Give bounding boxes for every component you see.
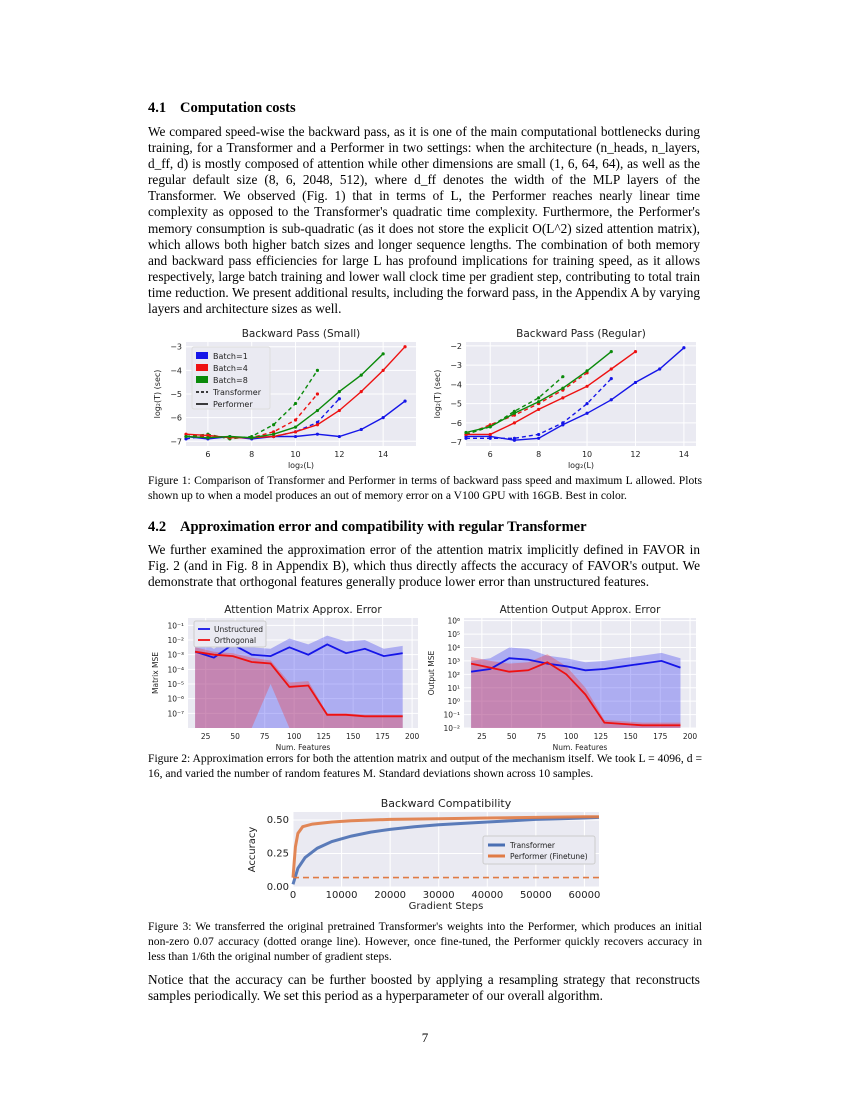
y-tick-label: 10⁴ <box>447 643 460 653</box>
y-tick-label: 10⁻¹ <box>443 710 460 720</box>
x-tick-label: 50 <box>230 732 240 741</box>
data-point <box>382 416 385 419</box>
paragraph-resampling: Notice that the accuracy can be further boosted by applying a resampling strategy that reconstructs samples periodically. We set this period as a hyperparameter of our overall algorithm. <box>148 972 700 1004</box>
data-point <box>610 350 613 353</box>
y-tick-label: 10⁻⁶ <box>167 694 184 704</box>
y-axis-label: log₂(T) (sec) <box>433 369 442 419</box>
data-point <box>316 369 319 372</box>
chart-title: Backward Compatibility <box>380 797 512 810</box>
x-axis-label: log₂(L) <box>567 461 595 470</box>
y-tick-label: −3 <box>170 342 182 352</box>
y-tick-label: 0.50 <box>266 815 289 827</box>
data-point <box>561 375 564 378</box>
y-tick-label: 10⁻² <box>167 636 184 645</box>
plot-background <box>466 342 696 446</box>
chart-backward-pass-small <box>148 318 423 473</box>
section-number: 4.1 <box>148 100 167 116</box>
y-tick-label: 10⁻⁴ <box>167 665 184 675</box>
x-tick-label: 6 <box>205 450 211 459</box>
legend-label: Transformer <box>213 388 262 397</box>
legend-swatch <box>196 352 208 359</box>
chart-title: Attention Output Approx. Error <box>499 604 661 616</box>
y-tick-label: 10³ <box>447 656 460 666</box>
data-point <box>294 418 297 421</box>
x-axis-label: Num. Features <box>275 743 331 752</box>
y-tick-label: 10² <box>447 670 460 680</box>
x-tick-label: 25 <box>477 732 487 741</box>
figure-2 <box>148 600 423 757</box>
x-tick-label: 100 <box>286 732 302 741</box>
data-point <box>464 431 467 434</box>
x-tick-label: 30000 <box>422 890 455 901</box>
data-point <box>272 433 275 436</box>
chart-backward-pass-regular <box>428 318 703 473</box>
data-point <box>360 390 363 393</box>
x-tick-label: 10 <box>581 450 593 459</box>
data-point <box>403 345 406 348</box>
data-point <box>338 390 341 393</box>
data-point <box>403 399 406 402</box>
x-tick-label: 125 <box>316 732 331 741</box>
x-axis-label: Num. Features <box>552 743 608 752</box>
x-tick-label: 10000 <box>325 890 358 901</box>
data-point <box>513 421 516 424</box>
data-point <box>585 402 588 405</box>
figure-3 <box>240 795 610 925</box>
data-point <box>184 435 187 438</box>
y-tick-label: 0.25 <box>266 848 289 860</box>
x-axis-label: log₂(L) <box>287 461 315 470</box>
x-tick-label: 175 <box>375 732 390 741</box>
figure-2-caption: Figure 2: Approximation errors for both the attention matrix and output of the mechanism itself. We took L = 4096, d = 16, and varied the number of random features M. Standard deviations shown across 10 samples. <box>148 752 702 780</box>
data-point <box>206 436 209 439</box>
data-point <box>489 433 492 436</box>
y-tick-label: −7 <box>170 437 182 447</box>
legend-label: Batch=8 <box>213 376 248 385</box>
y-axis-label: Output MSE <box>427 650 436 696</box>
data-point <box>610 377 613 380</box>
section-4-1-heading <box>148 100 296 117</box>
legend-swatch <box>196 376 208 383</box>
y-axis-label: Matrix MSE <box>151 652 160 694</box>
y-tick-label: 10⁻³ <box>167 650 184 660</box>
figure-1 <box>148 318 423 478</box>
data-point <box>610 398 613 401</box>
x-tick-label: 60000 <box>568 890 601 901</box>
data-point <box>316 392 319 395</box>
data-point <box>228 435 231 438</box>
data-point <box>360 373 363 376</box>
data-point <box>382 352 385 355</box>
data-point <box>682 346 685 349</box>
chart-backward-compatibility <box>240 795 610 920</box>
y-tick-label: −7 <box>450 438 462 448</box>
y-tick-label: −5 <box>170 390 182 399</box>
x-tick-label: 6 <box>487 450 493 459</box>
data-point <box>610 367 613 370</box>
data-point <box>316 409 319 412</box>
x-tick-label: 175 <box>653 732 668 741</box>
figure-1-right <box>428 318 703 478</box>
data-point <box>272 423 275 426</box>
data-point <box>294 430 297 433</box>
legend-label: Orthogonal <box>214 636 257 645</box>
data-point <box>585 369 588 372</box>
figure-2-right <box>420 600 702 757</box>
chart-attention-output-error <box>420 600 702 752</box>
data-point <box>561 387 564 390</box>
section-title: Computation costs <box>180 100 296 116</box>
y-tick-label: 10¹ <box>447 683 460 693</box>
data-point <box>294 425 297 428</box>
y-tick-label: −6 <box>450 418 462 428</box>
x-tick-label: 150 <box>623 732 638 741</box>
y-tick-label: −3 <box>450 361 462 371</box>
y-tick-label: −4 <box>450 380 462 390</box>
data-point <box>338 409 341 412</box>
data-point <box>585 385 588 388</box>
legend-swatch <box>196 364 208 371</box>
x-tick-label: 14 <box>378 450 389 459</box>
x-tick-label: 0 <box>289 890 297 901</box>
x-tick-label: 150 <box>345 732 361 741</box>
legend-label: Transformer <box>510 841 556 850</box>
y-tick-label: −4 <box>170 366 182 376</box>
x-tick-label: 75 <box>259 732 270 741</box>
data-point <box>585 412 588 415</box>
chart-title: Backward Pass (Regular) <box>516 328 646 340</box>
chart-attention-matrix-error <box>148 600 423 752</box>
legend-label: Batch=1 <box>213 352 248 361</box>
paragraph-approximation-error: We further examined the approximation error of the attention matrix implicitly defined in FAVOR in Fig. 2 (and in Fig. 8 in Appendix B), which thus directly affects the accuracy of FAVOR's output. We demonstrate that orthogonal features generally produce lower error than unstructured features. <box>148 542 700 590</box>
data-point <box>250 436 253 439</box>
data-point <box>338 397 341 400</box>
figure-3-caption: Figure 3: We transferred the original pretrained Transformer's weights into the Performer, which produces an initial non-zero 0.07 accuracy (dotted orange line). However, once fine-tuned, the Performer quickly recovers accuracy in less than 1/6th the original number of gradient steps. <box>148 920 702 963</box>
data-point <box>537 437 540 440</box>
y-axis-label: Accuracy <box>247 826 258 873</box>
data-point <box>294 402 297 405</box>
data-point <box>316 423 319 426</box>
data-point <box>513 412 516 415</box>
legend-label: Batch=4 <box>213 364 248 373</box>
y-tick-label: 0.00 <box>266 882 289 893</box>
section-number: 4.2 <box>148 519 167 535</box>
x-axis-label: Gradient Steps <box>408 901 484 912</box>
y-tick-label: 10⁰ <box>447 697 460 707</box>
y-tick-label: −2 <box>450 341 462 351</box>
chart-title: Backward Pass (Small) <box>241 328 361 340</box>
data-point <box>561 396 564 399</box>
data-point <box>537 400 540 403</box>
data-point <box>634 350 637 353</box>
data-point <box>537 408 540 411</box>
data-point <box>294 435 297 438</box>
x-tick-label: 20000 <box>374 890 407 901</box>
x-tick-label: 100 <box>563 732 579 741</box>
data-point <box>561 423 564 426</box>
chart-title: Attention Matrix Approx. Error <box>224 604 382 616</box>
y-tick-label: 10⁵ <box>447 630 460 640</box>
y-tick-label: 10⁻⁷ <box>167 709 184 719</box>
x-tick-label: 8 <box>249 450 255 459</box>
x-tick-label: 12 <box>630 450 641 459</box>
data-point <box>658 367 661 370</box>
y-tick-label: 10⁻⁵ <box>167 680 184 689</box>
data-point <box>489 425 492 428</box>
x-tick-label: 8 <box>536 450 542 459</box>
section-title: Approximation error and compatibility with regular Transformer <box>180 519 587 535</box>
legend-label: Performer (Finetune) <box>510 852 588 861</box>
data-point <box>382 369 385 372</box>
data-point <box>537 433 540 436</box>
paragraph-computation-costs: We compared speed-wise the backward pass, as it is one of the main computational bottlenecks during training, for a Transformer and a Performer in two settings: when the architecture (n_heads, n_layers, d_ff, d) is mostly composed of attention while other dimensions are small (1, 6, 64, 64), as well as the regular default size (8, 6, 2048, 512), where d_ff denotes the width of the MLP layers of the Transformer. We observed (Fig. 1) that in terms of L, the Performer reaches nearly linear time complexity as opposed to the Transformer's quadratic time complexity. Furthermore, the Performer's memory consumption is sub-quadratic (as it does not store the explicit O(L^2) sized attention matrix), which allows both higher batch sizes and longer sequence lengths. The combination of both memory and backward pass efficiencies for large L has profound implications for training speed, as it allows respectively, large batch training and lower wall clock time per gradient step, contributing to total train time reduction. We present additional results, including the forward pass, in the Appendix A by varying layers and architecture sizes as well. <box>148 124 700 317</box>
figure-1-caption: Figure 1: Comparison of Transformer and Performer in terms of backward pass speed and maximum L allowed. Plots shown up to when a model produces an out of memory error on a V100 GPU with 16GB. Best in color. <box>148 474 702 502</box>
data-point <box>513 439 516 442</box>
y-tick-label: 10⁻¹ <box>167 621 184 631</box>
y-tick-label: 10⁻² <box>443 724 460 733</box>
x-tick-label: 14 <box>678 450 689 459</box>
data-point <box>316 433 319 436</box>
legend-label: Unstructured <box>214 625 264 634</box>
x-tick-label: 25 <box>200 732 211 741</box>
y-tick-label: −5 <box>450 399 462 409</box>
data-point <box>634 381 637 384</box>
x-tick-label: 10 <box>290 450 301 459</box>
x-tick-label: 75 <box>536 732 547 741</box>
data-point <box>338 435 341 438</box>
legend-label: Performer <box>213 400 253 409</box>
x-tick-label: 40000 <box>471 890 504 901</box>
x-tick-label: 200 <box>404 732 420 741</box>
x-tick-label: 200 <box>682 732 698 741</box>
data-point <box>537 396 540 399</box>
y-tick-label: −6 <box>170 413 182 423</box>
x-tick-label: 50000 <box>519 890 552 901</box>
x-tick-label: 12 <box>334 450 345 459</box>
x-tick-label: 50 <box>506 732 517 741</box>
y-axis-label: log₂(T) (sec) <box>153 369 162 419</box>
x-tick-label: 125 <box>593 732 608 741</box>
data-point <box>360 428 363 431</box>
section-4-2-heading <box>148 519 587 536</box>
page-number: 7 <box>421 1030 429 1045</box>
y-tick-label: 10⁶ <box>447 616 460 626</box>
